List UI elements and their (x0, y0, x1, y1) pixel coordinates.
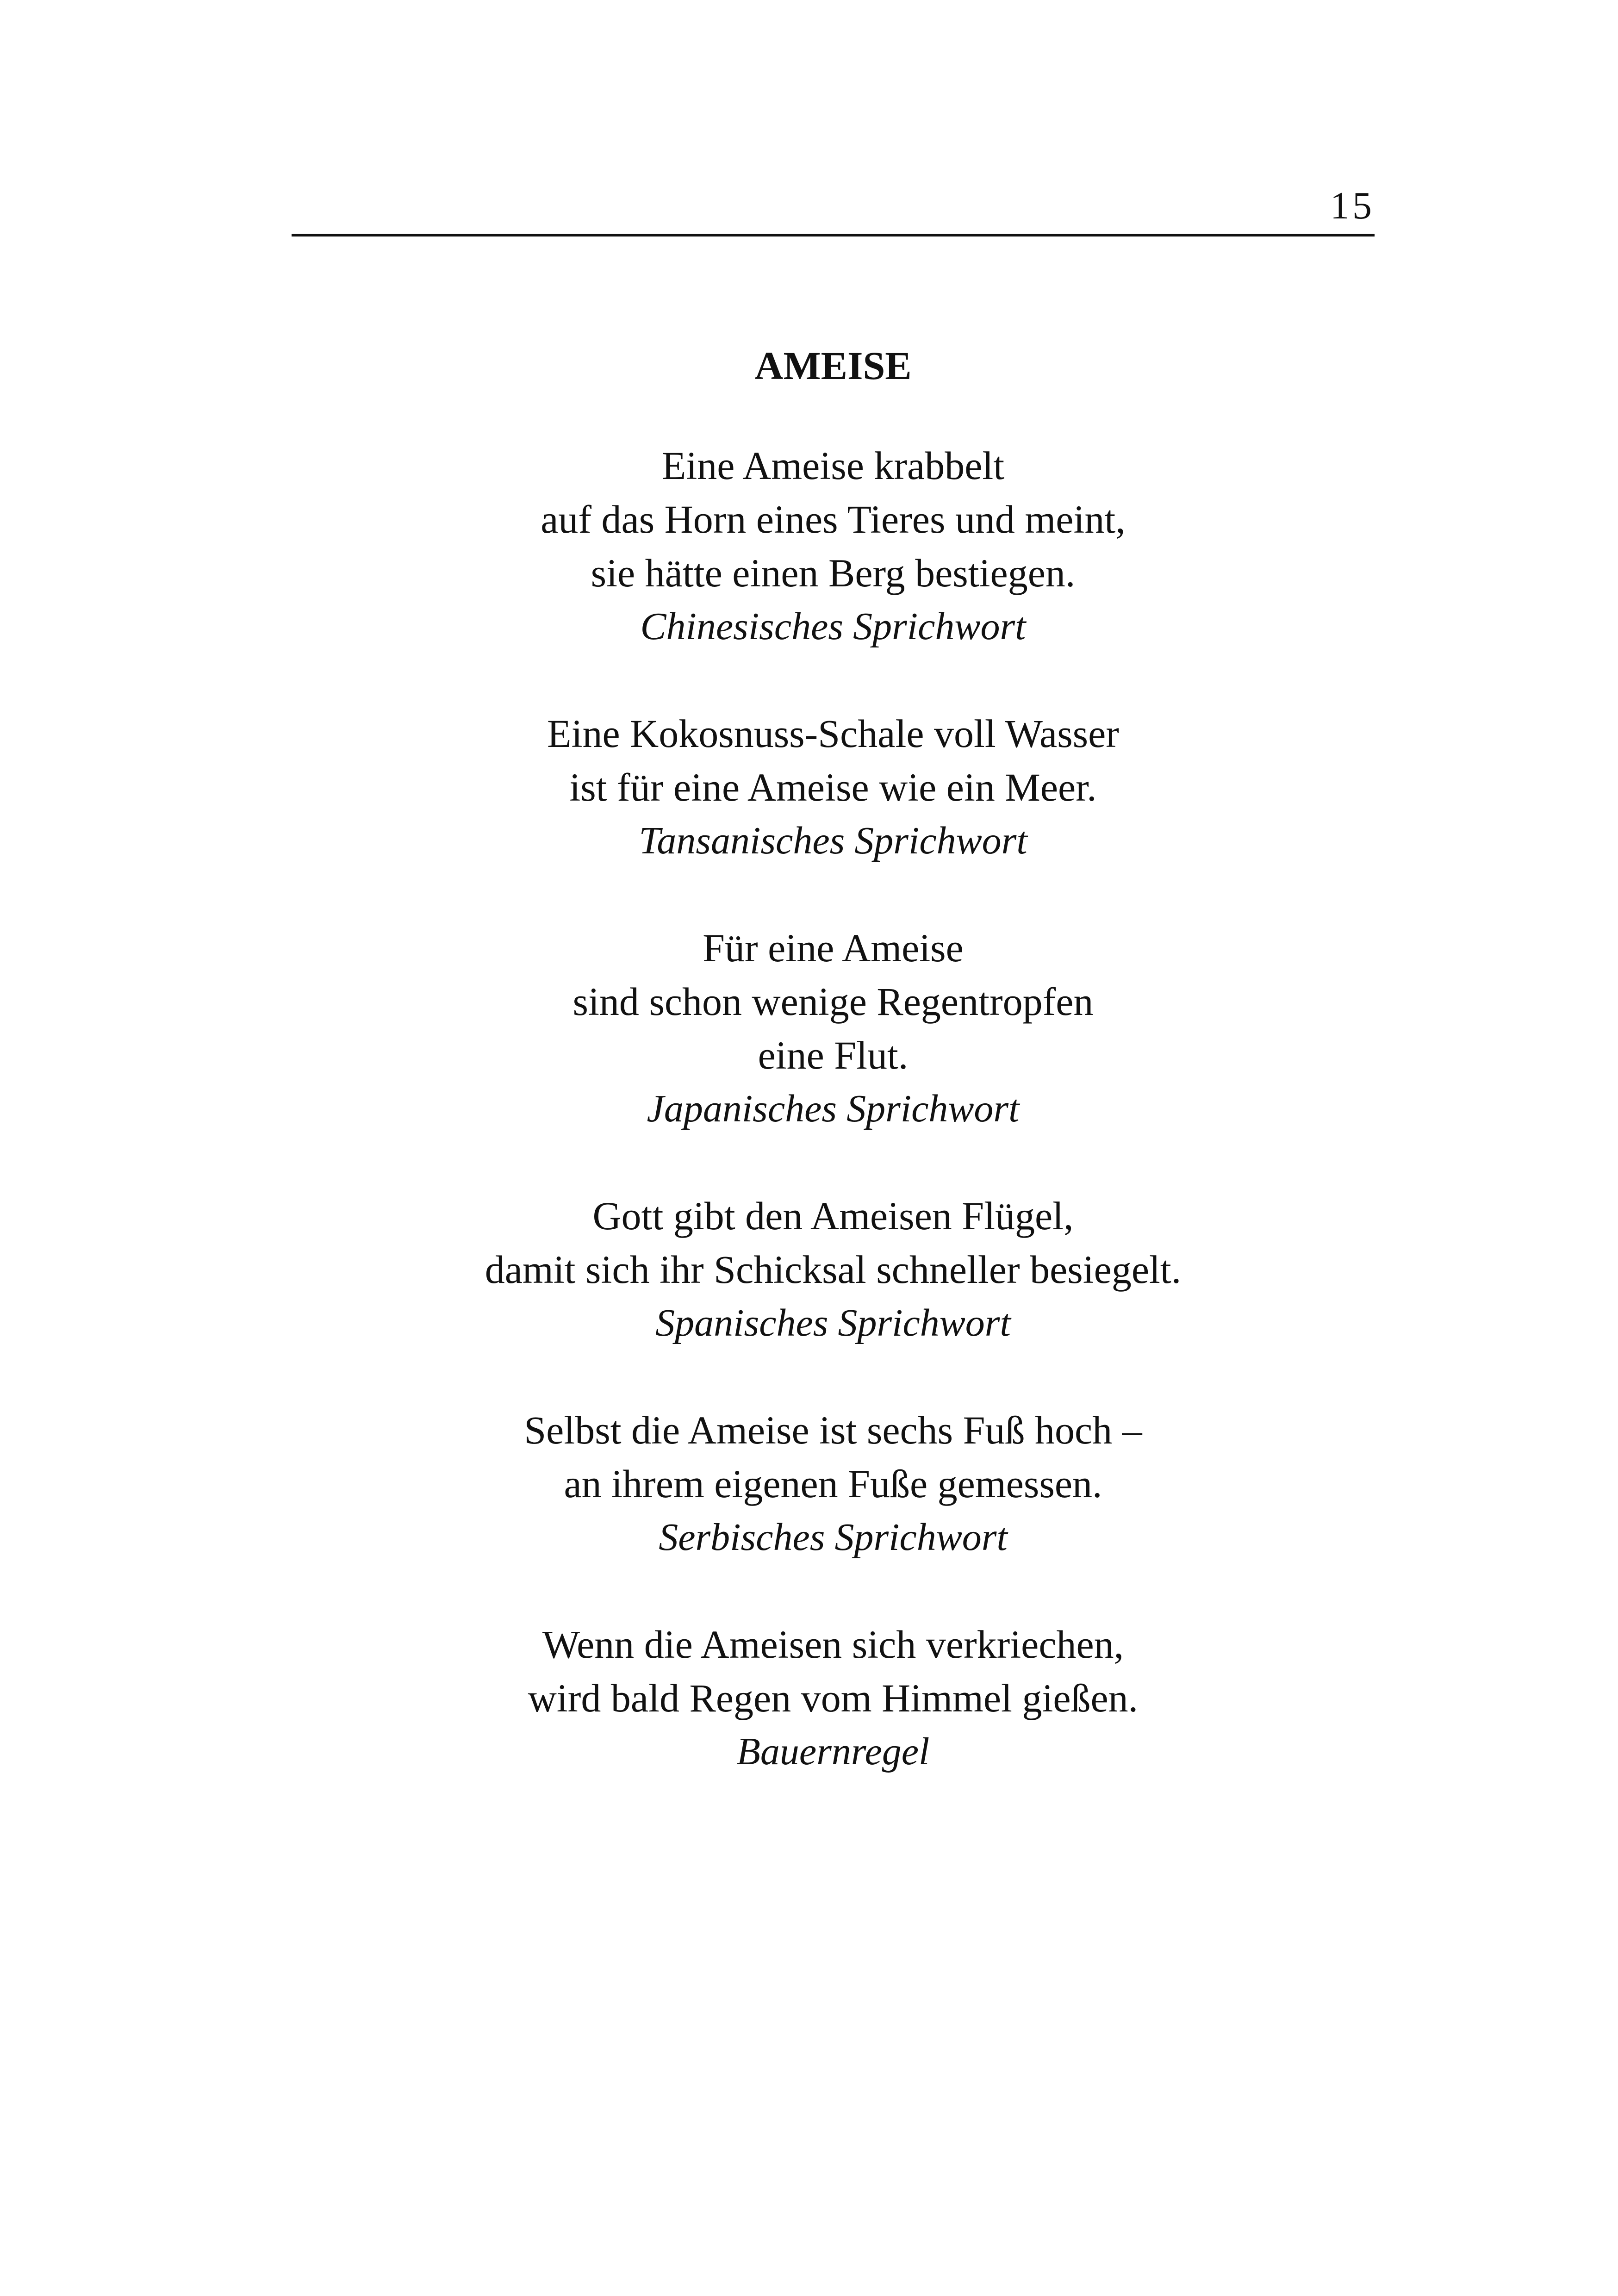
quote-block (292, 1189, 1375, 1350)
quote-line: damit sich ihr Schicksal schneller besiegelt. (485, 1247, 1182, 1292)
quote-line: Eine Kokosnuss-Schale voll Wasser (547, 711, 1119, 756)
quote-line: auf das Horn eines Tieres und meint, (541, 497, 1126, 541)
quote-source: Serbisches Sprichwort (659, 1516, 1008, 1559)
quote-line: Für eine Ameise (703, 926, 964, 970)
quote-block (292, 921, 1375, 1136)
quote-line: an ihrem eigenen Fuße gemessen. (564, 1462, 1102, 1506)
quote-source: Chinesisches Sprichwort (640, 605, 1026, 648)
quote-source: Japanisches Sprichwort (647, 1087, 1020, 1130)
quote-line: Selbst die Ameise ist sechs Fuß hoch – (524, 1408, 1142, 1452)
quote-block (292, 439, 1375, 653)
quote-line: wird bald Regen vom Himmel gießen. (528, 1676, 1139, 1720)
quote-line: sie hätte einen Berg bestiegen. (591, 551, 1076, 595)
quote-block (292, 707, 1375, 868)
quote-source: Tansanisches Sprichwort (639, 819, 1027, 862)
quote-source: Bauernregel (736, 1730, 930, 1773)
quote-line: Eine Ameise krabbelt (661, 443, 1005, 488)
quote-block (292, 1403, 1375, 1564)
quote-line: eine Flut. (758, 1033, 909, 1077)
page-content (292, 333, 1375, 1832)
quote-source: Spanisches Sprichwort (655, 1301, 1011, 1344)
quote-line: ist für eine Ameise wie ein Meer. (569, 765, 1097, 809)
header-rule (292, 234, 1375, 236)
quote-line: sind schon wenige Regentropfen (573, 979, 1094, 1024)
page-title: AMEISE (754, 343, 912, 388)
quote-line: Gott gibt den Ameisen Flügel, (592, 1194, 1074, 1238)
quote-block (292, 1618, 1375, 1779)
page-number: 15 (1330, 184, 1375, 227)
quote-line: Wenn die Ameisen sich verkriechen, (542, 1622, 1124, 1667)
